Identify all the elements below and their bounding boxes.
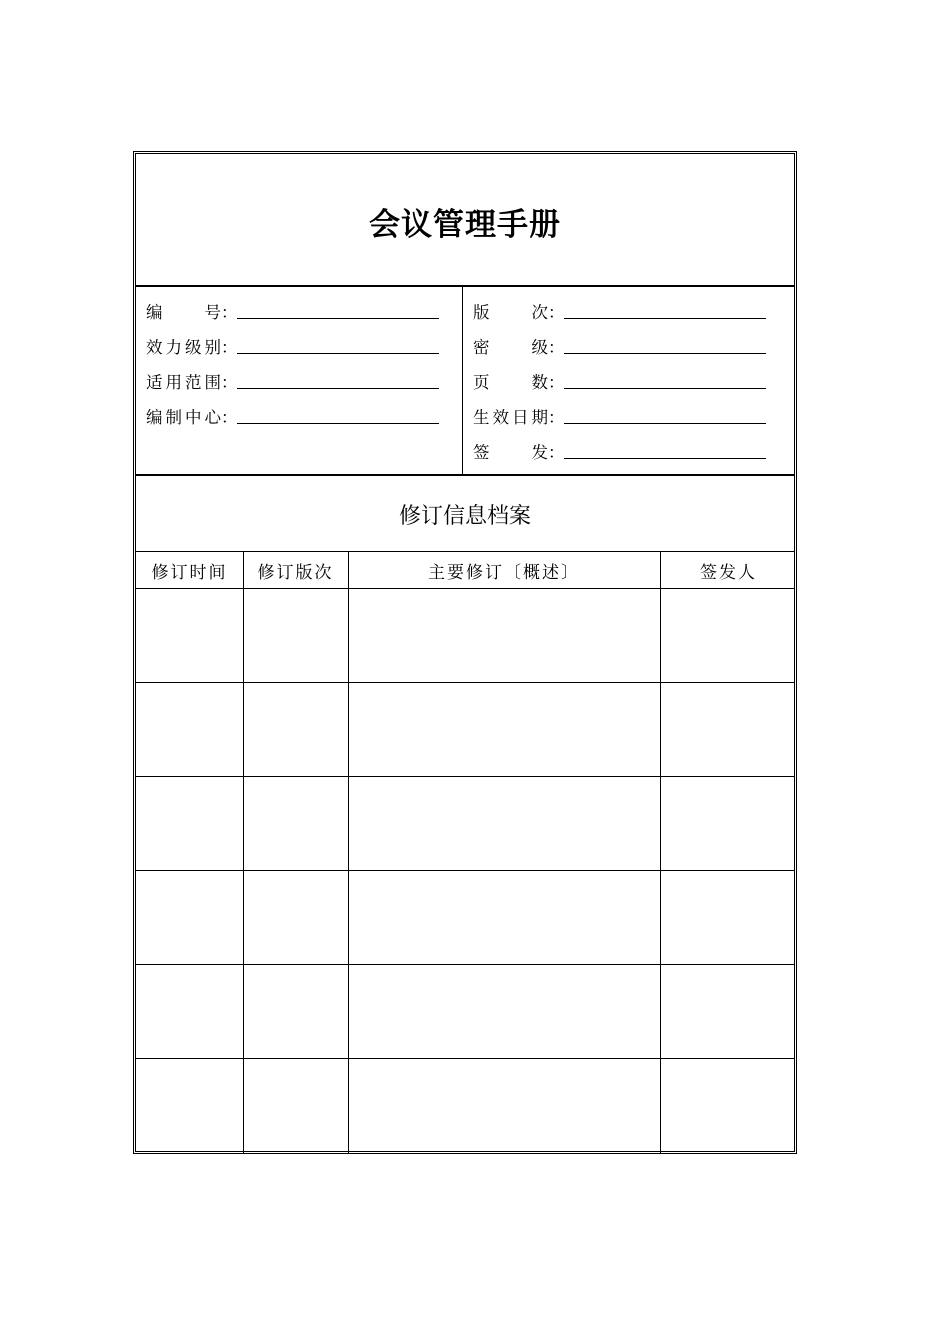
field-label bbox=[473, 404, 548, 428]
field-colon: ： bbox=[221, 338, 238, 357]
field-label-char: 次 bbox=[531, 303, 548, 322]
table-cell[interactable] bbox=[348, 588, 660, 682]
field-colon: ： bbox=[221, 303, 238, 322]
field-label-char: 心 bbox=[204, 408, 221, 427]
field-label-char: 数 bbox=[531, 373, 548, 392]
field-info_left-1 bbox=[146, 332, 439, 358]
divider bbox=[136, 474, 794, 476]
field-label bbox=[146, 369, 221, 393]
field-value-line[interactable] bbox=[564, 423, 766, 424]
field-colon: ： bbox=[221, 408, 238, 427]
field-label-char: 级 bbox=[185, 338, 202, 357]
field-label-char: 级 bbox=[531, 338, 548, 357]
field-label-char: 用 bbox=[165, 373, 182, 392]
field-label-char: 号 bbox=[204, 303, 221, 322]
table-cell[interactable] bbox=[660, 588, 797, 682]
field-label-char: 生 bbox=[473, 408, 490, 427]
field-info_right-4 bbox=[473, 437, 766, 463]
field-colon: ： bbox=[548, 338, 565, 357]
document-sheet bbox=[133, 151, 797, 1154]
table-cell[interactable] bbox=[136, 870, 243, 964]
table-cell[interactable] bbox=[348, 776, 660, 870]
field-label-char: 签 bbox=[473, 443, 490, 462]
field-value-line[interactable] bbox=[237, 388, 439, 389]
field-label-char: 适 bbox=[146, 373, 163, 392]
table-cell[interactable] bbox=[136, 964, 243, 1058]
field-colon: ： bbox=[221, 373, 238, 392]
field-label-char: 范 bbox=[185, 373, 202, 392]
table-cell[interactable] bbox=[348, 682, 660, 776]
field-label-char: 版 bbox=[473, 303, 490, 322]
field-label bbox=[473, 369, 548, 393]
field-label-char: 效 bbox=[492, 408, 509, 427]
field-label bbox=[146, 299, 221, 323]
table-cell[interactable] bbox=[660, 682, 797, 776]
field-label-char: 编 bbox=[146, 303, 163, 322]
document-title: 会议管理手册 bbox=[369, 207, 561, 243]
field-colon: ： bbox=[548, 373, 565, 392]
field-value-line[interactable] bbox=[564, 388, 766, 389]
divider bbox=[462, 286, 463, 475]
field-value-line[interactable] bbox=[237, 318, 439, 319]
table-cell[interactable] bbox=[348, 870, 660, 964]
field-info_right-3 bbox=[473, 402, 766, 428]
table-cell[interactable] bbox=[660, 870, 797, 964]
table-cell[interactable] bbox=[136, 776, 243, 870]
field-label-char: 发 bbox=[531, 443, 548, 462]
field-label-char: 编 bbox=[146, 408, 163, 427]
table-cell[interactable] bbox=[243, 1058, 348, 1152]
field-info_right-2 bbox=[473, 367, 766, 393]
table-cell[interactable] bbox=[136, 588, 243, 682]
table-header-cell: 签发人 bbox=[700, 562, 757, 583]
field-colon: ： bbox=[548, 303, 565, 322]
table-cell[interactable] bbox=[136, 682, 243, 776]
field-label-char: 制 bbox=[165, 408, 182, 427]
revision-title: 修订信息档案 bbox=[398, 504, 531, 529]
field-label-char: 中 bbox=[185, 408, 202, 427]
field-label bbox=[146, 404, 221, 428]
table-cell[interactable] bbox=[660, 1058, 797, 1152]
table-cell[interactable] bbox=[348, 964, 660, 1058]
table-cell[interactable] bbox=[243, 776, 348, 870]
table-cell[interactable] bbox=[243, 964, 348, 1058]
field-label-char: 密 bbox=[473, 338, 490, 357]
table-cell[interactable] bbox=[348, 1058, 660, 1152]
field-info_left-2 bbox=[146, 367, 439, 393]
field-label-char: 效 bbox=[146, 338, 163, 357]
field-label-char: 围 bbox=[204, 373, 221, 392]
field-colon: ： bbox=[548, 443, 565, 462]
table-cell[interactable] bbox=[243, 682, 348, 776]
field-info_right-0 bbox=[473, 297, 766, 323]
table-header-cell: 修订时间 bbox=[151, 562, 228, 583]
field-value-line[interactable] bbox=[237, 423, 439, 424]
field-value-line[interactable] bbox=[564, 458, 766, 459]
table-header-cell: 主要修订〔概述〕 bbox=[428, 562, 580, 583]
field-label-char: 力 bbox=[165, 338, 182, 357]
table-header-cell: 修订版次 bbox=[257, 562, 334, 583]
field-colon: ： bbox=[548, 408, 565, 427]
field-value-line[interactable] bbox=[564, 353, 766, 354]
table-cell[interactable] bbox=[660, 964, 797, 1058]
table-cell[interactable] bbox=[243, 870, 348, 964]
table-cell[interactable] bbox=[136, 1058, 243, 1152]
field-label-char: 期 bbox=[531, 408, 548, 427]
field-value-line[interactable] bbox=[237, 353, 439, 354]
field-label-char: 日 bbox=[512, 408, 529, 427]
field-label bbox=[473, 439, 548, 463]
divider bbox=[136, 285, 794, 287]
field-info_left-0 bbox=[146, 297, 439, 323]
field-info_right-1 bbox=[473, 332, 766, 358]
field-value-line[interactable] bbox=[564, 318, 766, 319]
field-info_left-3 bbox=[146, 402, 439, 428]
field-label-char: 页 bbox=[473, 373, 490, 392]
field-label bbox=[473, 299, 548, 323]
field-label bbox=[146, 334, 221, 358]
field-label bbox=[473, 334, 548, 358]
table-cell[interactable] bbox=[243, 588, 348, 682]
table-cell[interactable] bbox=[660, 776, 797, 870]
field-label-char: 别 bbox=[204, 338, 221, 357]
